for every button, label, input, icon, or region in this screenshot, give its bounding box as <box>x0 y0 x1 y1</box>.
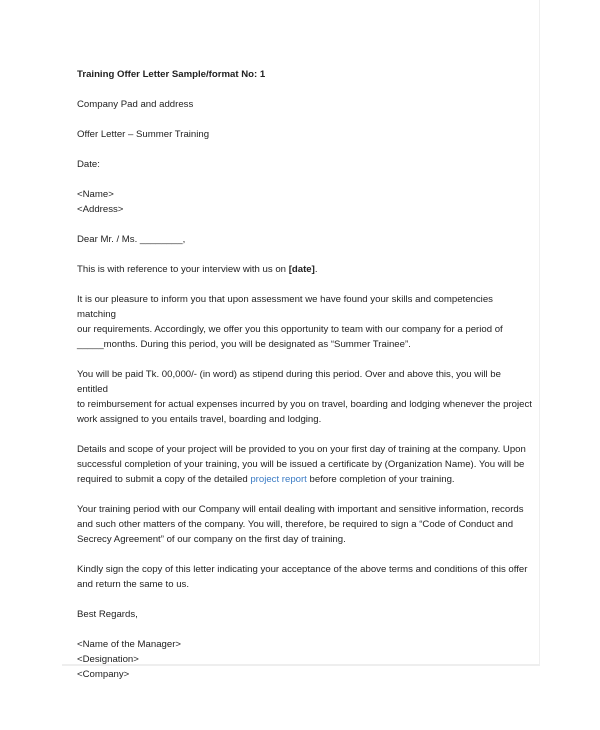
scope-line-3-end: before completion of your training. <box>306 474 455 485</box>
manager-designation: <Designation> <box>77 654 139 665</box>
stipend-line-3: work assigned to you entails travel, boarding and lodging. <box>77 414 322 425</box>
reference-paragraph <box>77 262 532 277</box>
confidential-line-3: Secrecy Agreement” of our company on the first day of training. <box>77 534 346 545</box>
scope-line-1: Details and scope of your project will be provided to you on your first day of training at the company. Upon <box>77 444 526 455</box>
date-label: Date: <box>77 159 100 170</box>
pleasure-paragraph <box>77 292 532 352</box>
confidential-line-1: Your training period with our Company will entail dealing with important and sensitive information, records <box>77 504 524 515</box>
sign-line-2: and return the same to us. <box>77 579 189 590</box>
recipient-name: <Name> <box>77 189 114 200</box>
manager-name: <Name of the Manager> <box>77 639 181 650</box>
stipend-line-2: to reimbursement for actual expenses incurred by you on travel, boarding and lodging whenever the project <box>77 399 532 410</box>
manager-company: <Company> <box>77 669 130 680</box>
page-edge-right <box>539 0 540 666</box>
confidential-paragraph <box>77 502 532 547</box>
reference-text: This is with reference to your interview with us on <box>77 264 289 275</box>
stipend-line-1: You will be paid Tk. 00,000/- (in word) as stipend during this period. Over and above this, you will be entitled <box>77 369 501 395</box>
letter-body <box>77 67 532 682</box>
sign-paragraph <box>77 562 532 592</box>
scope-line-3: required to submit a copy of the detailed <box>77 474 251 485</box>
confidential-line-2: and such other matters of the company. You will, therefore, be required to sign a “Code of Conduct and <box>77 519 514 530</box>
recipient-address: <Address> <box>77 204 124 215</box>
closing: Best Regards, <box>77 609 138 620</box>
letter-subject: Offer Letter – Summer Training <box>77 129 210 140</box>
company-pad: Company Pad and address <box>77 99 194 110</box>
stipend-paragraph <box>77 367 532 427</box>
reference-end: . <box>314 264 318 275</box>
sign-line-1: Kindly sign the copy of this letter indicating your acceptance of the above terms and conditions of this offer <box>77 564 528 575</box>
project-report-link[interactable]: project report <box>250 474 307 485</box>
salutation: Dear Mr. / Ms. ________, <box>77 234 186 245</box>
pleasure-line-2: our requirements. Accordingly, we offer you this opportunity to team with our company for a period of <box>77 324 503 335</box>
document-title: Training Offer Letter Sample/format No: 1 <box>77 69 266 80</box>
pleasure-line-1: It is our pleasure to inform you that upon assessment we have found your skills and competencies matching <box>77 294 493 320</box>
scope-paragraph <box>77 442 532 487</box>
scope-line-2: successful completion of your training, you will be issued a certificate by (Organization Name). You will be <box>77 459 525 470</box>
reference-date: [date] <box>288 264 315 275</box>
pleasure-line-3: _____months. During this period, you will be designated as “Summer Trainee”. <box>77 339 411 350</box>
